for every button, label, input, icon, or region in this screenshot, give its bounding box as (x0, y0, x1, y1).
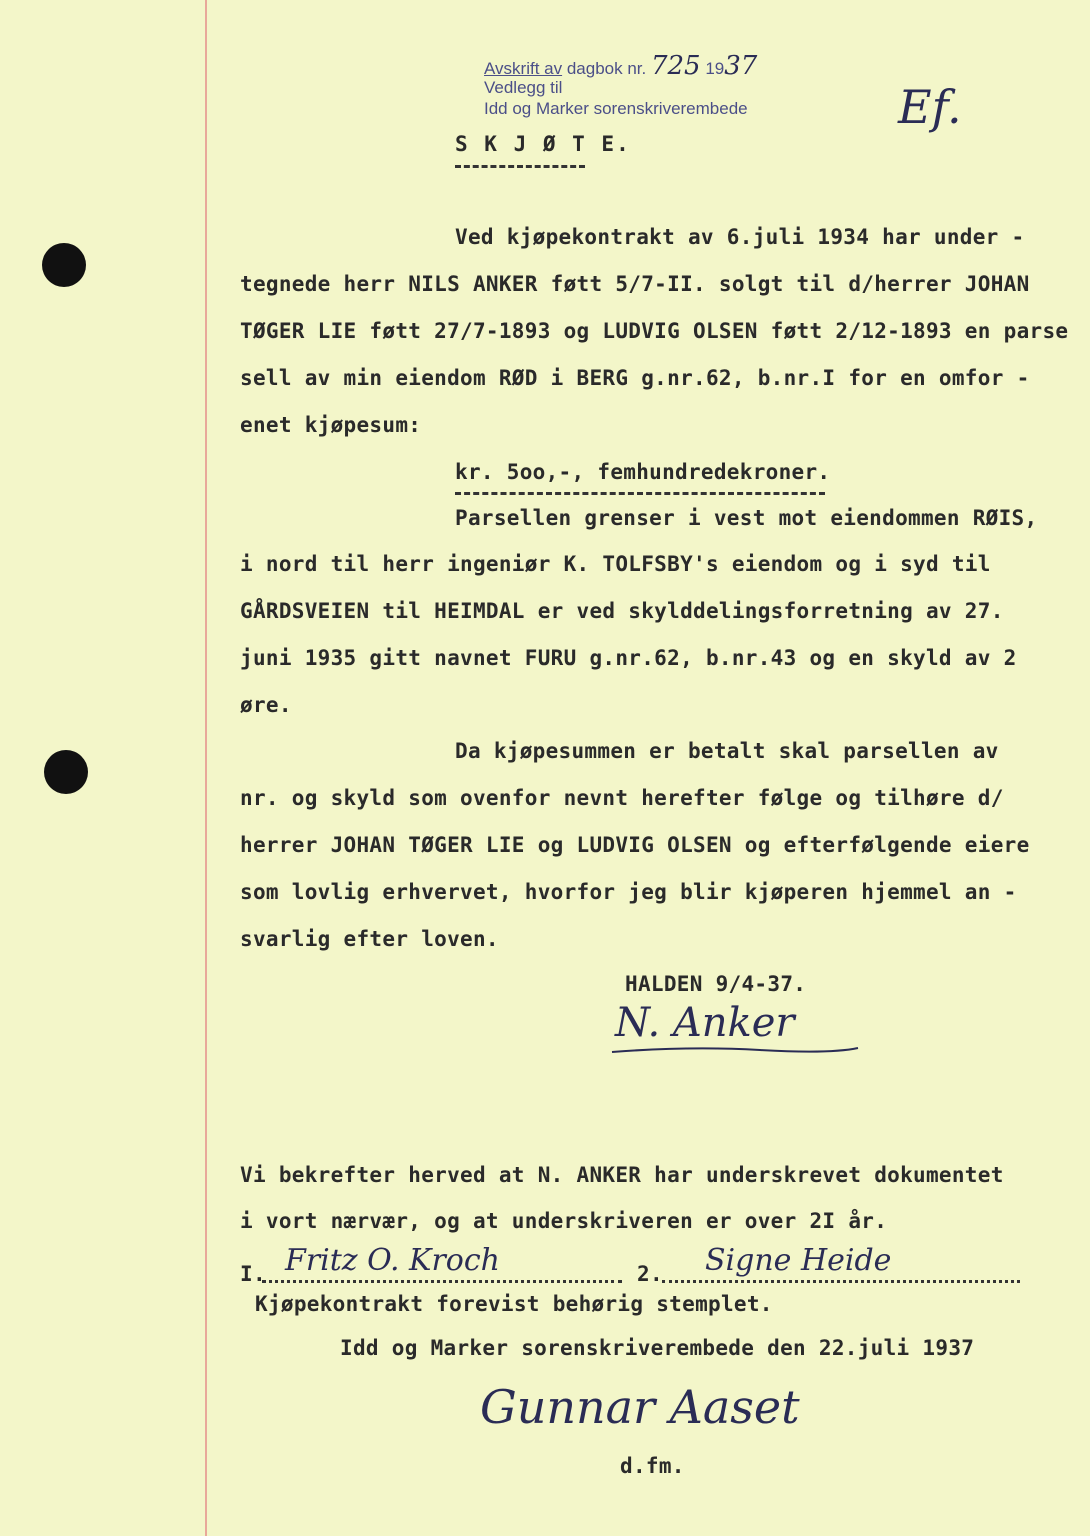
body-line-8: GÅRDSVEIEN til HEIMDAL er ved skylddelingsforretning av 27. (240, 599, 1004, 623)
title-underline (455, 165, 585, 168)
margin-line (205, 0, 207, 1536)
body-line-11: Da kjøpesummen er betalt skal parsellen av (455, 739, 999, 763)
body-line-5: enet kjøpesum: (240, 413, 422, 437)
witness-line-2: i vort nærvær, og at underskriveren er over 2I år. (240, 1209, 888, 1233)
body-line-7: i nord til herr ingeniør K. TOLFSBY's eiendom og i syd til (240, 552, 991, 576)
amount-underline (455, 492, 825, 495)
official-signature: Gunnar Aaset (480, 1380, 800, 1434)
stamp-dagbok: dagbok nr. (566, 59, 647, 78)
witness-1-line (262, 1280, 622, 1283)
body-line-1: Ved kjøpekontrakt av 6.juli 1934 har under - (455, 225, 1025, 249)
stamp-year-suffix: 37 (724, 51, 758, 81)
body-line-2: tegnede herr NILS ANKER føtt 5/7-II. solgt til d/herrer JOHAN (240, 272, 1030, 296)
body-line-12: nr. og skyld som ovenfor nevnt herefter følge og tilhøre d/ (240, 786, 1004, 810)
signature-flourish (610, 1040, 860, 1060)
official-title: d.fm. (620, 1454, 685, 1478)
witness-2-line (662, 1280, 1020, 1283)
place-date: HALDEN 9/4-37. (625, 972, 807, 996)
body-line-3: TØGER LIE føtt 27/7-1893 og LUDVIG OLSEN føtt 2/12-1893 en parse (240, 319, 1069, 343)
witness-2-signature: Signe Heide (705, 1243, 892, 1278)
registry-stamp (484, 51, 758, 81)
body-line-14: som lovlig erhvervet, hvorfor jeg blir kjøperen hjemmel an - (240, 880, 1017, 904)
seller-signature: N. Anker (615, 1000, 795, 1046)
body-line-4: sell av min eiendom RØD i BERG g.nr.62, b.nr.I for en omfor - (240, 366, 1030, 390)
stamp-office: Idd og Marker sorenskriverembede (484, 99, 748, 118)
punch-hole-bottom (44, 750, 88, 794)
body-line-6: Parsellen grenser i vest mot eiendommen RØIS, (455, 506, 1038, 530)
footer-line-2: Idd og Marker sorenskriverembede den 22.juli 1937 (340, 1336, 975, 1360)
witness-1-label: I. (240, 1262, 266, 1286)
witness-1-signature: Fritz O. Kroch (285, 1243, 500, 1278)
punch-hole-top (42, 243, 86, 287)
witness-2-label: 2. (637, 1262, 663, 1286)
stamp-vedlegg: Vedlegg til (484, 78, 563, 97)
body-line-15: svarlig efter loven. (240, 927, 499, 951)
document-title: S K J Ø T E. (455, 132, 631, 156)
corner-handwritten-mark: Ef. (898, 80, 962, 134)
stamp-number: 725 (650, 51, 701, 81)
stamp-avskrift: Avskrift av (484, 59, 563, 78)
body-line-13: herrer JOHAN TØGER LIE og LUDVIG OLSEN og efterfølgende eiere (240, 833, 1030, 857)
body-line-9: juni 1935 gitt navnet FURU g.nr.62, b.nr.43 og en skyld av 2 (240, 646, 1017, 670)
body-line-10: øre. (240, 693, 292, 717)
purchase-amount: kr. 5oo,-, femhundredekroner. (455, 460, 831, 484)
footer-line-1: Kjøpekontrakt forevist behørig stemplet. (255, 1292, 773, 1316)
stamp-year-prefix: 19 (705, 59, 725, 78)
witness-line-1: Vi bekrefter herved at N. ANKER har underskrevet dokumentet (240, 1163, 1004, 1187)
